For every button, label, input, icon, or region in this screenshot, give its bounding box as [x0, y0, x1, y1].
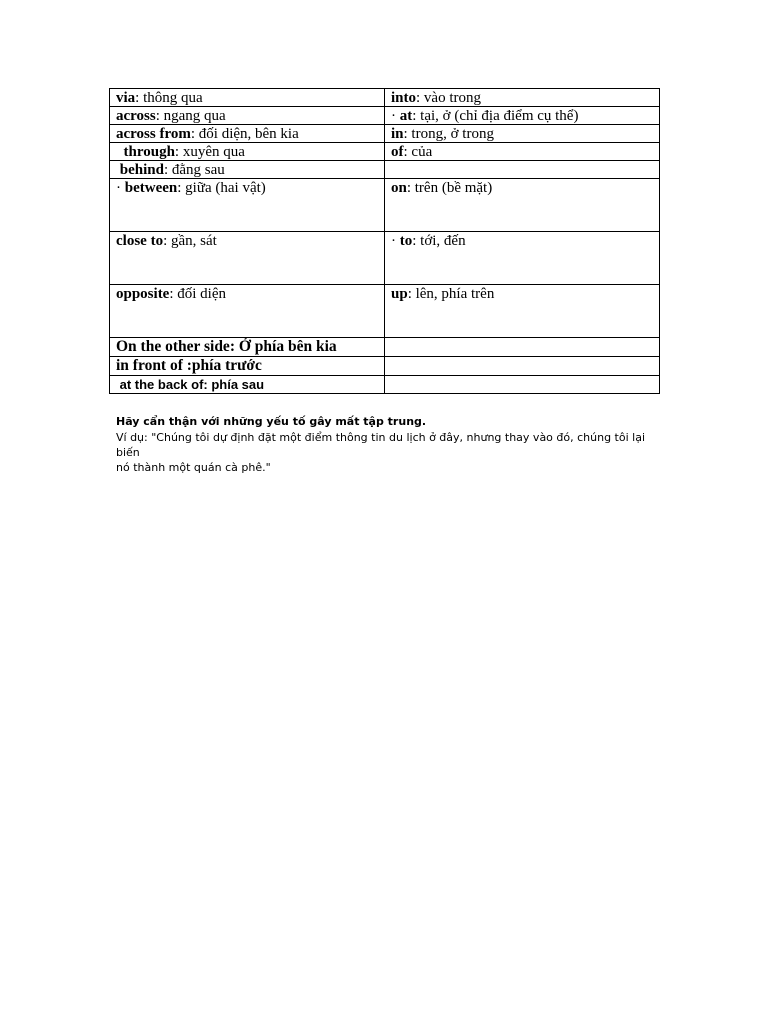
preposition-term: on [391, 180, 407, 196]
table-cell [110, 125, 385, 143]
note-heading: Hãy cẩn thận với những yếu tố gây mất tập trung. [116, 415, 427, 428]
preposition-term: behind [119, 162, 164, 178]
note-example-line: Ví dụ: "Chúng tôi dự định đặt một điểm thông tin du lịch ở đây, nhưng thay vào đó, chúng tôi lại biến [116, 431, 646, 459]
bullet: · [391, 108, 400, 124]
preposition-term: of [391, 144, 404, 160]
preposition-meaning: : ngang qua [155, 108, 226, 124]
table-cell [110, 285, 385, 338]
preposition-term: in [391, 126, 404, 142]
table-row [110, 143, 660, 161]
table-row [110, 232, 660, 285]
empty-cell [385, 338, 660, 357]
empty-cell [385, 376, 660, 394]
preposition-meaning: : trên (bề mặt) [406, 180, 493, 196]
preposition-term: through [123, 144, 175, 160]
preposition-term: to [399, 233, 413, 249]
preposition-meaning: : tới, đến [412, 233, 466, 249]
table-row [110, 125, 660, 143]
table-cell: On the other side: Ở phía bên kia [110, 338, 385, 357]
empty-cell [385, 161, 660, 179]
empty-cell [385, 357, 660, 376]
table-cell: at the back of: phía sau [110, 376, 385, 394]
preposition-meaning: : đối diện, bên kia [190, 126, 299, 142]
table-cell [385, 89, 660, 107]
note-example-line: nó thành một quán cà phê." [116, 461, 271, 474]
preposition-meaning: : vào trong [416, 90, 482, 106]
table-cell [385, 125, 660, 143]
table-cell [385, 143, 660, 161]
table-cell [110, 89, 385, 107]
table-row [110, 376, 660, 394]
preposition-meaning: : thông qua [135, 90, 203, 106]
table-cell [385, 232, 660, 285]
table-row [110, 161, 660, 179]
table-row [110, 285, 660, 338]
preposition-term: close to [116, 233, 164, 249]
vocabulary-table [109, 88, 660, 394]
table-cell [385, 285, 660, 338]
table-cell [385, 107, 660, 125]
table-row [110, 179, 660, 232]
table-row [110, 338, 660, 357]
table-row [110, 89, 660, 107]
preposition-meaning: : giữa (hai vật) [177, 180, 266, 196]
preposition-meaning: : đằng sau [163, 162, 225, 178]
preposition-term: opposite [116, 286, 170, 302]
bullet: · [391, 233, 400, 249]
preposition-term: across from [116, 126, 191, 142]
preposition-term: into [391, 90, 417, 106]
preposition-term: between [124, 180, 178, 196]
table-row [110, 107, 660, 125]
notes-section [116, 414, 656, 475]
table-row [110, 357, 660, 376]
preposition-meaning: : xuyên qua [174, 144, 245, 160]
preposition-meaning: : tại, ở (chỉ địa điểm cụ thể) [412, 108, 579, 124]
bullet: · [116, 180, 125, 196]
indent [116, 144, 124, 160]
table-cell [110, 143, 385, 161]
table-cell [110, 161, 385, 179]
table-cell [110, 232, 385, 285]
table-cell: in front of :phía trước [110, 357, 385, 376]
preposition-term: up [391, 286, 408, 302]
table-cell [385, 179, 660, 232]
preposition-term: across [116, 108, 156, 124]
preposition-meaning: : đối diện [169, 286, 227, 302]
preposition-meaning: : gần, sát [163, 233, 217, 249]
table-cell [110, 107, 385, 125]
preposition-meaning: : lên, phía trên [407, 286, 495, 302]
preposition-meaning: : của [403, 144, 433, 160]
preposition-term: via [116, 90, 136, 106]
preposition-meaning: : trong, ở trong [403, 126, 494, 142]
table-cell [110, 179, 385, 232]
preposition-term: at [399, 108, 413, 124]
